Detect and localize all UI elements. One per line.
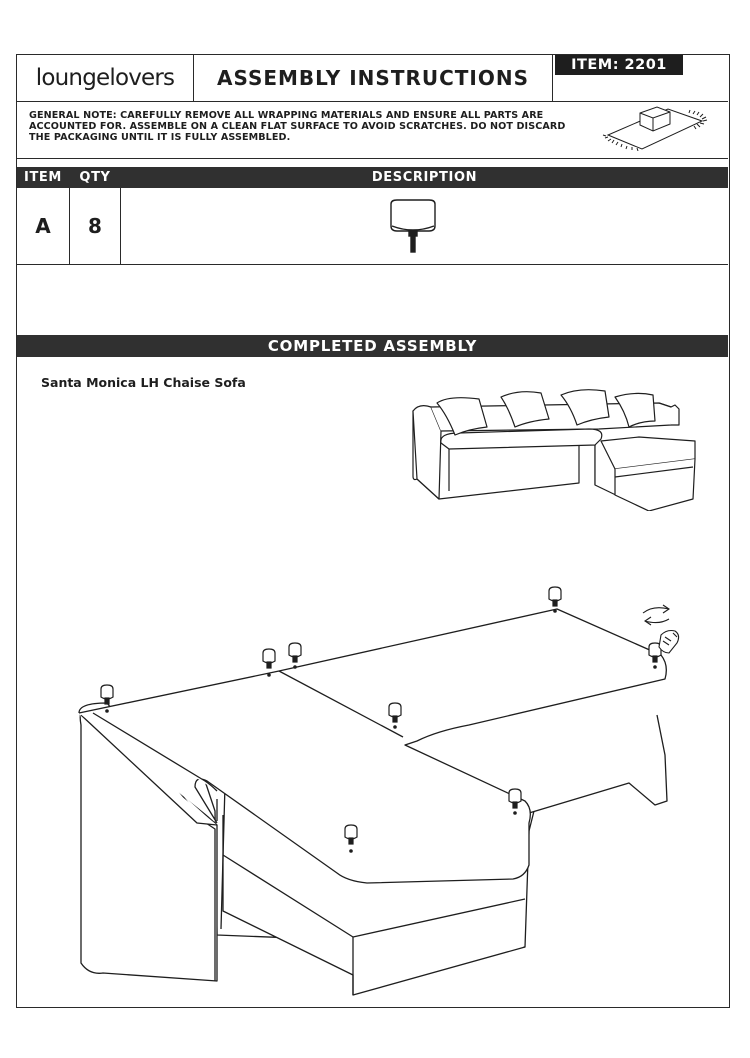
completed-assembly-header: COMPLETED ASSEMBLY [17, 335, 728, 357]
title-cell [194, 55, 553, 101]
completed-sofa-illustration [409, 381, 709, 511]
leg-marker-4 [549, 587, 561, 612]
part-qty-cell: 8 [70, 188, 121, 264]
instruction-sheet [16, 54, 730, 1008]
sofa-underside-illustration [17, 555, 729, 1005]
item-number-cell [553, 55, 729, 101]
rug-box-icon [602, 105, 712, 151]
brand-logo: loungelovers [35, 65, 175, 91]
general-note-row [17, 102, 728, 159]
parts-table-header [17, 167, 728, 188]
col-description-header: DESCRIPTION [371, 170, 478, 185]
col-qty-header: QTY [79, 170, 111, 185]
leg-marker-3 [289, 643, 301, 668]
header-row [17, 55, 728, 102]
hand-twist-icon [643, 605, 679, 653]
page-title: ASSEMBLY INSTRUCTIONS [216, 66, 530, 90]
product-name: Santa Monica LH Chaise Sofa [41, 375, 246, 390]
table-row [17, 188, 728, 265]
item-number-badge: ITEM: 2201 [555, 55, 683, 75]
sofa-leg-icon [121, 188, 728, 264]
general-note-text: GENERAL NOTE: CAREFULLY REMOVE ALL WRAPPING MATERIALS AND ENSURE ALL PARTS ARE ACCOUNTED FOR. ASSEMBLE ON A CLEAN FLAT SURFACE TO AVOID SCRATCHES. DO NOT DISCARD THE PACKAGING UNTIL IT IS FULLY ASSEMBLED. [29, 110, 566, 143]
col-item-header: ITEM [24, 170, 62, 185]
part-item-cell: A [17, 188, 70, 264]
logo-cell [17, 55, 194, 101]
part-description-cell [121, 188, 728, 264]
